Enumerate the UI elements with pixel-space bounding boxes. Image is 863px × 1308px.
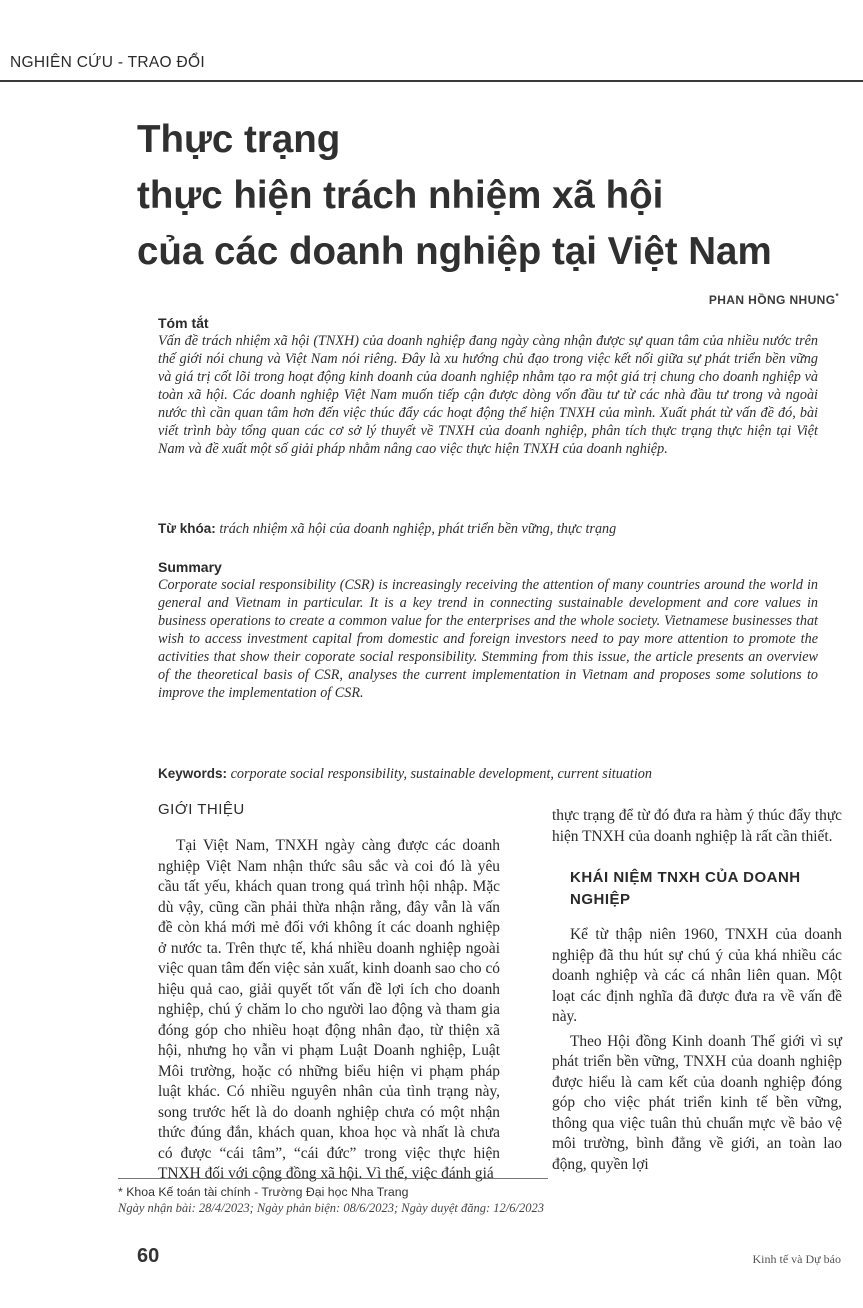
author-footnote-mark: * <box>835 292 839 301</box>
abstract-vi-text: Vấn đề trách nhiệm xã hội (TNXH) của doanh nghiệp đang ngày càng nhận được sự quan tâm của nhiều nước trên thế giới nói chung và Việt Nam nói riêng. Đây là xu hướng chủ đạo trong việc kết nối giữa sự phát triển bền vững và giá trị cốt lõi trong hoạt động kinh doanh của doanh nghiệp nhằm tạo ra một giá trị chung cho doanh nghiệp và toàn xã hội. Các doanh nghiệp Việt Nam muốn tiếp cận được dòng vốn đầu tư từ các nhà đầu tư trong và ngoài nước thì cần quan tâm hơn đến việc thúc đẩy các hoạt động thể hiện TNXH của mình. Xuất phát từ vấn đề đó, bài viết trình bày tổng quan các cơ sở lý thuyết về TNXH của doanh nghiệp, phân tích thực trạng thực hiện tại Việt Nam và đề xuất một số giải pháp nhằm nâng cao việc thực hiện TNXH của doanh nghiệp. <box>158 333 818 457</box>
author-name: PHAN HỒNG NHUNG <box>708 293 836 307</box>
right-column <box>552 806 842 1175</box>
section-heading-concept: KHÁI NIỆM TNXH CỦA DOANH NGHIỆP <box>570 869 801 908</box>
keywords-vi <box>158 520 818 538</box>
footnote-affiliation <box>118 1183 408 1201</box>
section-label: NGHIÊN CỨU - TRAO ĐỔI <box>10 54 205 71</box>
abstract-vi-heading: Tóm tắt <box>158 315 209 331</box>
author <box>709 292 839 307</box>
intro-paragraph: Tại Việt Nam, TNXH ngày càng được các doanh nghiệp Việt Nam nhận thức sâu sắc và coi đó là yêu cầu tất yếu, khách quan trong quá trình hội nhập. Mặc dù vậy, cũng cần phải thừa nhận rằng, đây vẫn là vấn đề còn khá mới mẻ đối với không ít các doanh nghiệp ở nước ta. Trên thực tế, khá nhiều doanh nghiệp ngoài việc quan tâm đến việc sản xuất, kinh doanh sao cho có hiệu quả cao, giải quyết tốt vấn đề lợi ích cho doanh nghiệp, chú ý chăm lo cho người lao động và tham gia đóng góp cho nhiều hoạt động nhân đạo, từ thiện xã hội, nhưng họ vẫn vi phạm Luật Doanh nghiệp, Luật Môi trường, hoặc có những biểu hiện vi phạm pháp luật khác. Có nhiều nguyên nhân của tình trạng này, song trước hết là do doanh nghiệp chưa có một nhận thức đúng đắn, khách quan, khoa học và nhất là chưa có được “cái tâm”, “cái đức” trong việc thực hiện TNXH đối với cộng đồng xã hội. Vì thế, việc đánh giá <box>158 837 500 1182</box>
concept-paragraph-2: Theo Hội đồng Kinh doanh Thế giới vì sự phát triển bền vững, TNXH của doanh nghiệp được hiểu là cam kết của doanh nghiệp đóng góp cho việc phát triển kinh tế bền vững, thông qua việc tuân thủ chuẩn mực về bảo vệ môi trường, bình đẳng về giới, an toàn lao động, quyền lợi <box>552 1032 842 1173</box>
footnote-dates: Ngày nhận bài: 28/4/2023; Ngày phản biện: 08/6/2023; Ngày duyệt đăng: 12/6/2023 <box>118 1201 544 1215</box>
keywords-vi-text: trách nhiệm xã hội của doanh nghiệp, phát triển bền vững, thực trạng <box>219 521 617 537</box>
title-line-3: của các doanh nghiệp tại Việt Nam <box>137 230 772 273</box>
article-title <box>137 112 772 280</box>
header-divider <box>0 80 863 82</box>
keywords-vi-label: Từ khóa: <box>158 521 216 536</box>
page-number: 60 <box>137 1245 160 1267</box>
title-line-1: Thực trạng <box>137 118 341 161</box>
abstract-en-heading: Summary <box>158 559 222 575</box>
keywords-en-label: Keywords: <box>158 766 228 781</box>
footnote-affiliation-text: Khoa Kế toán tài chính - Trường Đại học Nha Trang <box>126 1185 409 1199</box>
concept-paragraph-1: Kể từ thập niên 1960, TNXH của doanh nghiệp đã thu hút sự chú ý của khá nhiều các doanh nghiệp và các cá nhân liên quan. Một loạt các định nghĩa đã được đưa ra về vấn đề này. <box>552 926 842 1025</box>
abstract-en-text: Corporate social responsibility (CSR) is increasingly receiving the attention of many countries around the world in general and Vietnam in particular. It is a key trend in connecting sustainable development and core values in business operations to create a common value for the enterprises and the whole society. Vietnamese businesses that wish to access investment capital from domestic and foreign investors need to pay more attention to promote the activities that show their coporate social responsibility. Stemming from this issue, the article presents an overview of the theoretical basis of CSR, analyses the current implementation in Vietnam and proposes some solutions to improve the implementation of CSR. <box>158 577 818 701</box>
footnote-mark: * <box>118 1185 123 1199</box>
abstract-vi <box>158 314 818 458</box>
keywords-en-text: corporate social responsibility, sustainable development, current situation <box>230 766 652 782</box>
section-heading-intro: GIỚI THIỆU <box>158 801 245 818</box>
intro-continuation: thực trạng để từ đó đưa ra hàm ý thúc đẩy thực hiện TNXH của doanh nghiệp là rất cần thiết. <box>552 807 842 845</box>
abstract-en <box>158 558 818 702</box>
left-column <box>158 801 500 1185</box>
footnote-divider <box>118 1178 548 1179</box>
journal-name: Kinh tế và Dự báo <box>752 1252 841 1266</box>
title-line-2: thực hiện trách nhiệm xã hội <box>137 174 664 217</box>
keywords-en <box>158 765 818 783</box>
